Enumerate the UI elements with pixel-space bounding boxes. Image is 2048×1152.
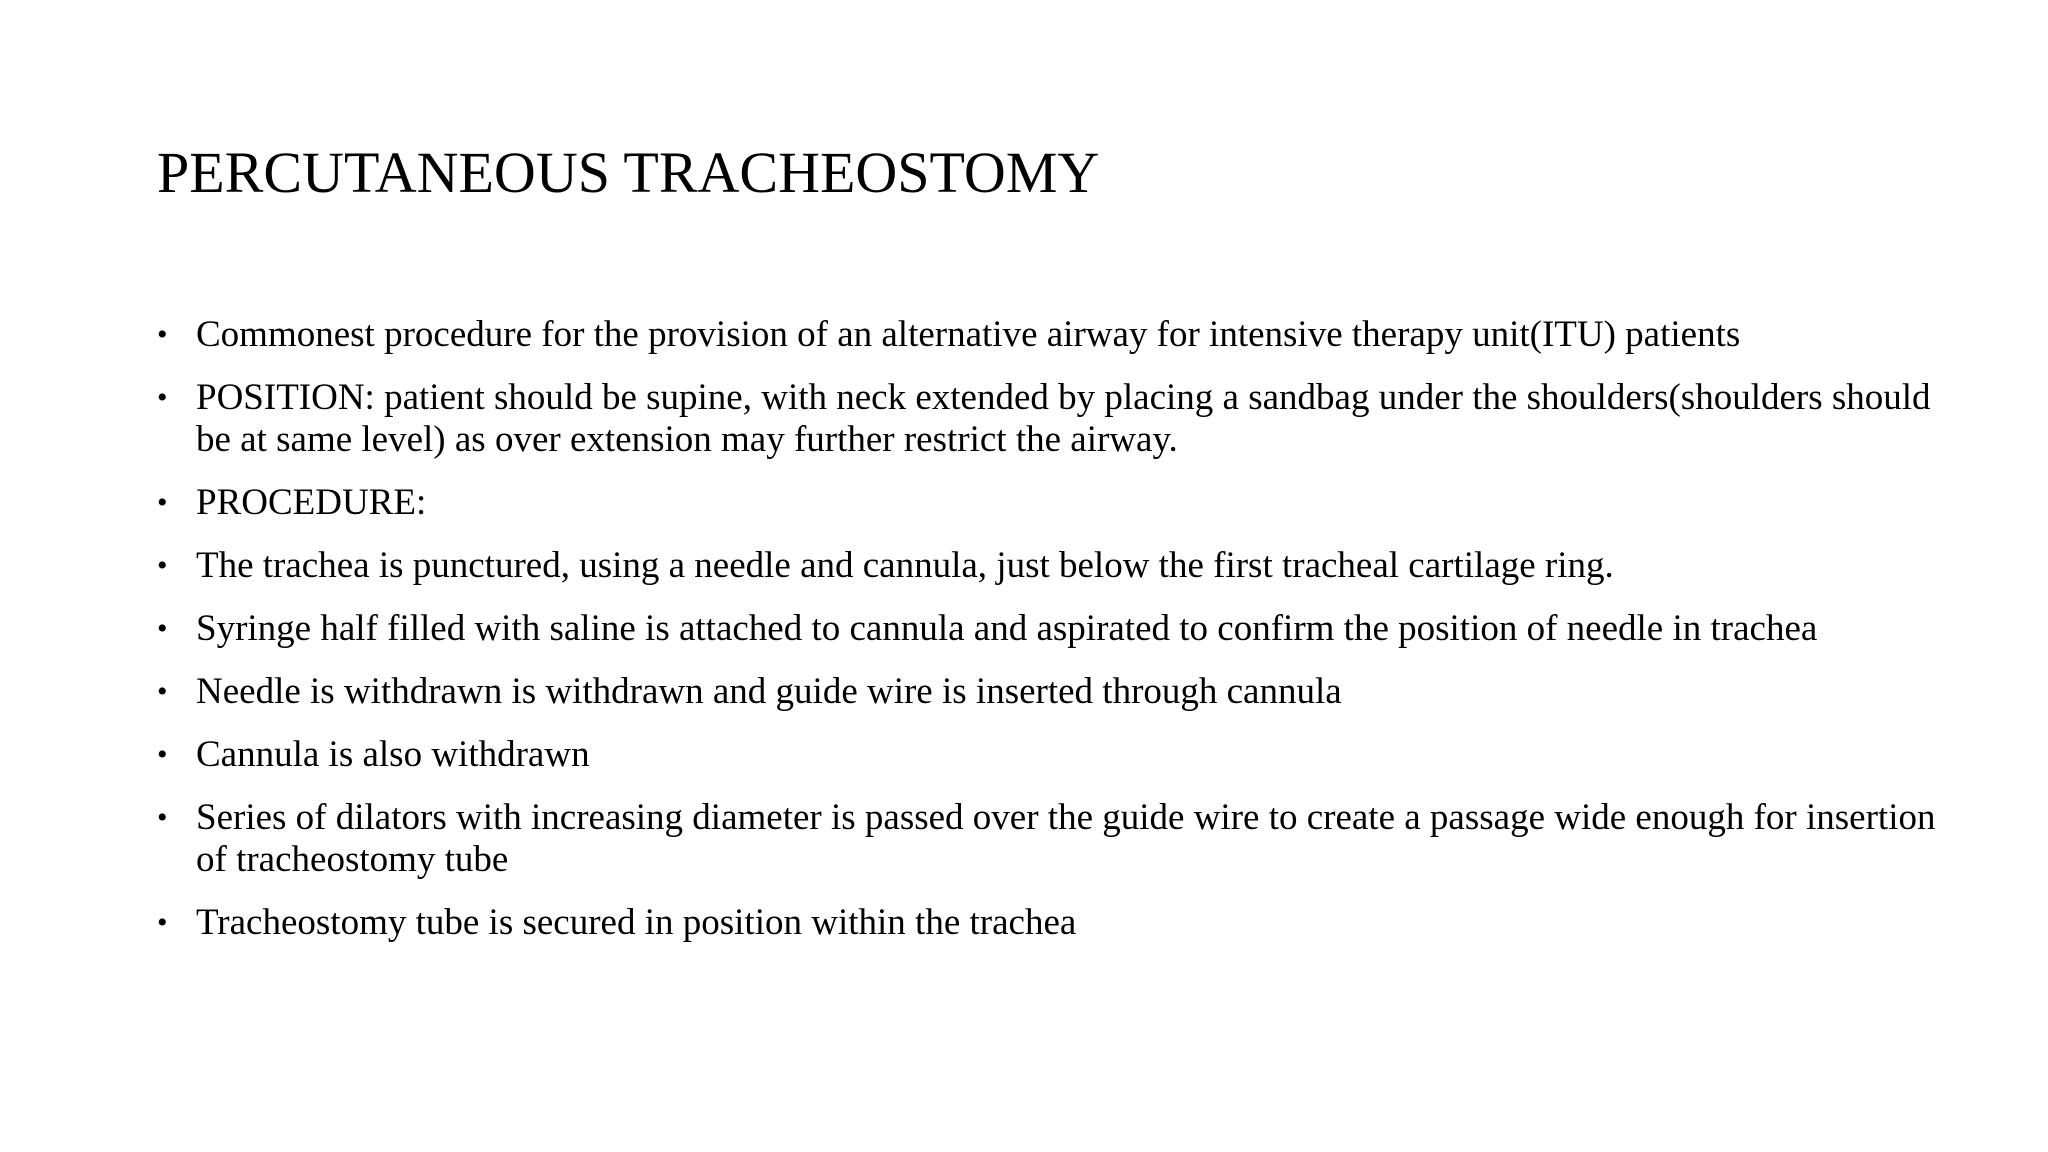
- bullet-dot-icon: •: [157, 381, 168, 414]
- bullet-text: Series of dilators with increasing diameter is passed over the guide wire to create a passage wide enough for insertion of tracheostomy tube: [196, 797, 1936, 880]
- bullet-dot-icon: •: [157, 675, 168, 708]
- bullet-dot-icon: •: [157, 612, 168, 645]
- bullet-dot-icon: •: [157, 738, 168, 771]
- bullet-dot-icon: •: [157, 549, 168, 582]
- bullet-text: Cannula is also withdrawn: [196, 734, 590, 775]
- bullet-text: POSITION: patient should be supine, with neck extended by placing a sandbag under the shoulders(shoulders should be at same level) as over extension may further restrict the airway.: [196, 377, 1931, 460]
- bullet-item: [157, 545, 1957, 587]
- bullet-dot-icon: •: [157, 801, 168, 834]
- bullet-item: [157, 671, 1957, 713]
- bullet-item: [157, 608, 1957, 650]
- bullet-item: [157, 314, 1957, 356]
- bullet-item: [157, 797, 1957, 881]
- bullet-text: PROCEDURE:: [196, 482, 427, 523]
- bullet-item: [157, 377, 1957, 461]
- bullet-item: [157, 734, 1957, 776]
- bullet-text: Needle is withdrawn is withdrawn and guide wire is inserted through cannula: [196, 671, 1342, 712]
- bullet-text: Commonest procedure for the provision of an alternative airway for intensive therapy unit(ITU) patients: [196, 314, 1741, 355]
- bullet-list: [157, 314, 1957, 965]
- bullet-text: Syringe half filled with saline is attached to cannula and aspirated to confirm the position of needle in trachea: [196, 608, 1818, 649]
- bullet-item: [157, 482, 1957, 524]
- bullet-dot-icon: •: [157, 906, 168, 939]
- bullet-dot-icon: •: [157, 486, 168, 519]
- slide-title: PERCUTANEOUS TRACHEOSTOMY: [157, 140, 1100, 205]
- bullet-text: Tracheostomy tube is secured in position within the trachea: [196, 902, 1077, 943]
- bullet-dot-icon: •: [157, 318, 168, 351]
- bullet-item: [157, 902, 1957, 944]
- bullet-text: The trachea is punctured, using a needle and cannula, just below the first tracheal cartilage ring.: [196, 545, 1614, 586]
